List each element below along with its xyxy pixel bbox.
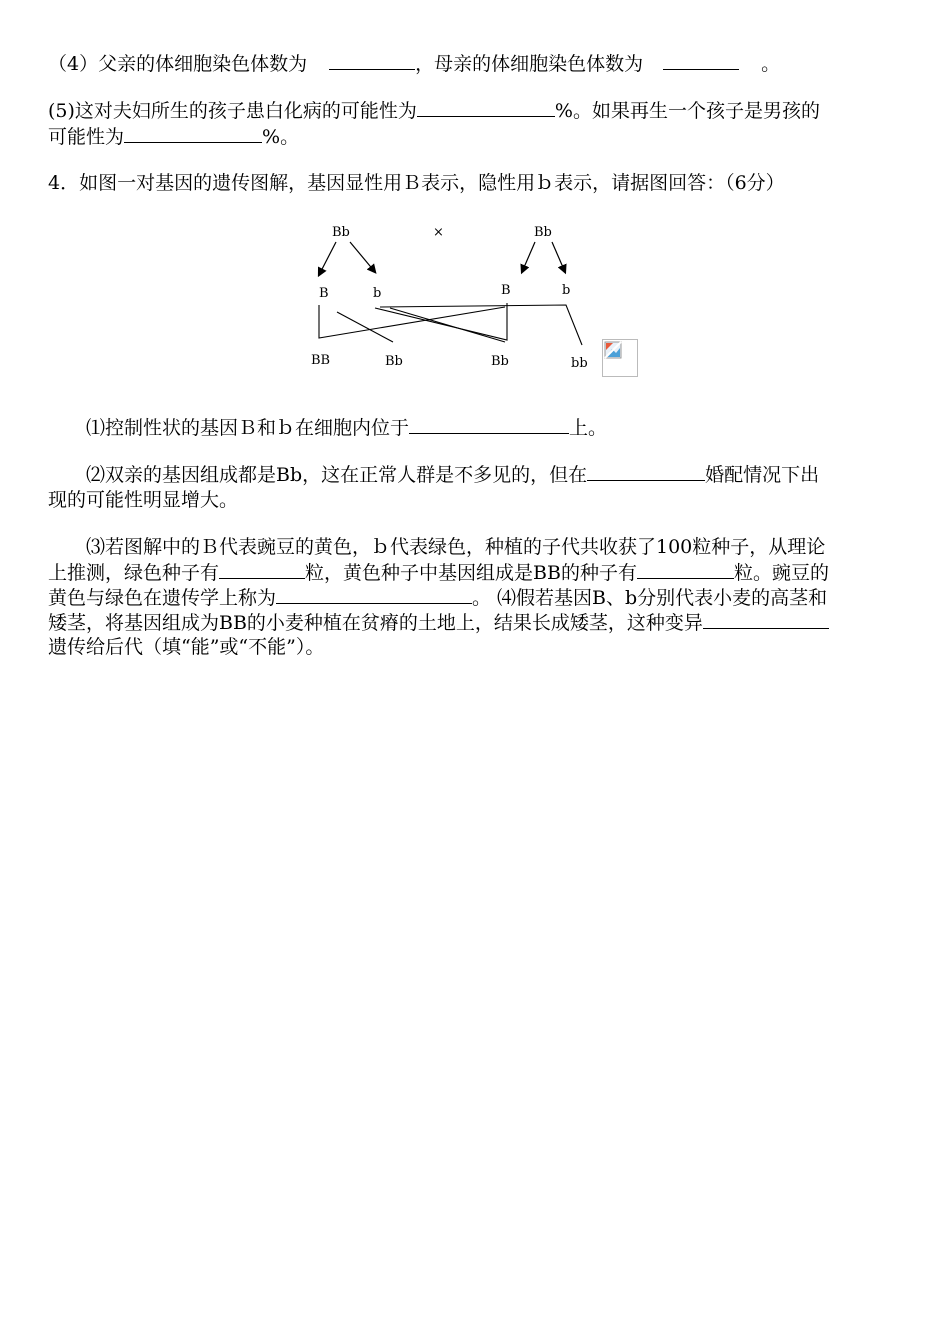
q3-item5-text-c: 可能性为	[48, 126, 125, 148]
gamete-right-B: B	[501, 283, 511, 298]
q4-sub2-line1	[86, 462, 819, 487]
q3-item5-line2	[48, 124, 299, 149]
answer-blank-green-seeds[interactable]	[219, 560, 305, 579]
arrow-left-to-b	[350, 242, 375, 272]
q4-sub4-line1	[48, 610, 829, 635]
q4-sub1-end: 上。	[569, 417, 608, 439]
arrow-right-to-B	[522, 242, 535, 272]
answer-blank-boy-probability[interactable]	[124, 124, 262, 143]
answer-blank-bb-seeds[interactable]	[637, 560, 734, 579]
q3-item4-end: 。	[761, 53, 781, 75]
gamete-left-b: b	[373, 286, 382, 301]
offspring-BB: BB	[311, 353, 331, 368]
gamete-combination-lines	[319, 303, 582, 345]
gamete-left-B: B	[319, 286, 329, 301]
q4-sub3-text-b2: 粒，黄色种子中基因组成是BB的种子有	[305, 562, 637, 584]
q4-sub4-text-a: 矮茎，将基因组成为BB的小麦种植在贫瘠的土地上，结果长成矮茎，这种变异	[48, 612, 703, 634]
parent-left-genotype: Bb	[332, 225, 350, 240]
q3-item5-text-a: (5)这对夫妇所生的孩子患白化病的可能性为	[48, 100, 417, 122]
offspring-Bb-1: Bb	[385, 354, 403, 369]
q4-sub4-line2: 遗传给后代（填“能”或“不能”）。	[48, 636, 325, 658]
broken-image-icon	[602, 339, 638, 377]
q4-sub2-text-b: 婚配情况下出	[705, 464, 820, 486]
offspring-bb: bb	[571, 356, 588, 371]
arrow-right-to-b	[552, 242, 565, 272]
arrow-left-to-B	[319, 242, 336, 275]
q3-item5-text-b: %。如果再生一个孩子是男孩的	[554, 100, 820, 122]
q4-header: 4．如图一对基因的遗传图解，基因显性用Ｂ表示，隐性用ｂ表示，请据图回答：（6分）	[48, 172, 785, 194]
q3-item4-line	[48, 51, 780, 76]
q4-sub3-text-b3: 粒。豌豆的	[733, 562, 829, 584]
genetic-cross-diagram	[305, 215, 645, 385]
answer-blank-heritable[interactable]	[703, 610, 829, 629]
parent-right-genotype: Bb	[534, 225, 552, 240]
answer-blank-marriage-type[interactable]	[587, 462, 705, 481]
q4-sub3-line2	[48, 560, 829, 585]
q4-sub2-text-a: ⑵双亲的基因组成都是Bb，这在正常人群是不多见的，但在	[86, 464, 588, 486]
q4-sub3-text-b1: 上推测，绿色种子有	[48, 562, 220, 584]
answer-blank-mother-chromosomes[interactable]	[663, 51, 739, 70]
answer-blank-gene-location[interactable]	[409, 415, 569, 434]
gamete-right-b: b	[562, 283, 571, 298]
q4-sub3-line3	[48, 585, 827, 610]
cross-symbol: ×	[433, 225, 444, 240]
q4-sub1-text: ⑴控制性状的基因Ｂ和ｂ在细胞内位于	[86, 417, 410, 439]
q4-sub3-line1: ⑶若图解中的Ｂ代表豌豆的黄色，ｂ代表绿色，种植的子代共收获了100粒种子，从理论	[86, 536, 826, 558]
offspring-Bb-2: Bb	[491, 354, 509, 369]
q3-item5-line1	[48, 98, 820, 123]
answer-blank-albinism-probability[interactable]	[417, 98, 555, 117]
q4-sub1-line	[86, 415, 607, 440]
answer-blank-father-chromosomes[interactable]	[329, 51, 415, 70]
q3-item4-text-a: （4）父亲的体细胞染色体数为	[48, 53, 308, 75]
q3-item4-text-b: ，母亲的体细胞染色体数为	[415, 53, 644, 75]
q4-sub3-text-c2: 。 ⑷假若基因B、b分别代表小麦的高茎和	[472, 587, 828, 609]
q4-sub2-line2: 现的可能性明显增大。	[48, 489, 239, 511]
q4-sub3-text-c1: 黄色与绿色在遗传学上称为	[48, 587, 277, 609]
answer-blank-trait-term[interactable]	[276, 585, 472, 604]
q3-item5-end: %。	[262, 126, 300, 148]
